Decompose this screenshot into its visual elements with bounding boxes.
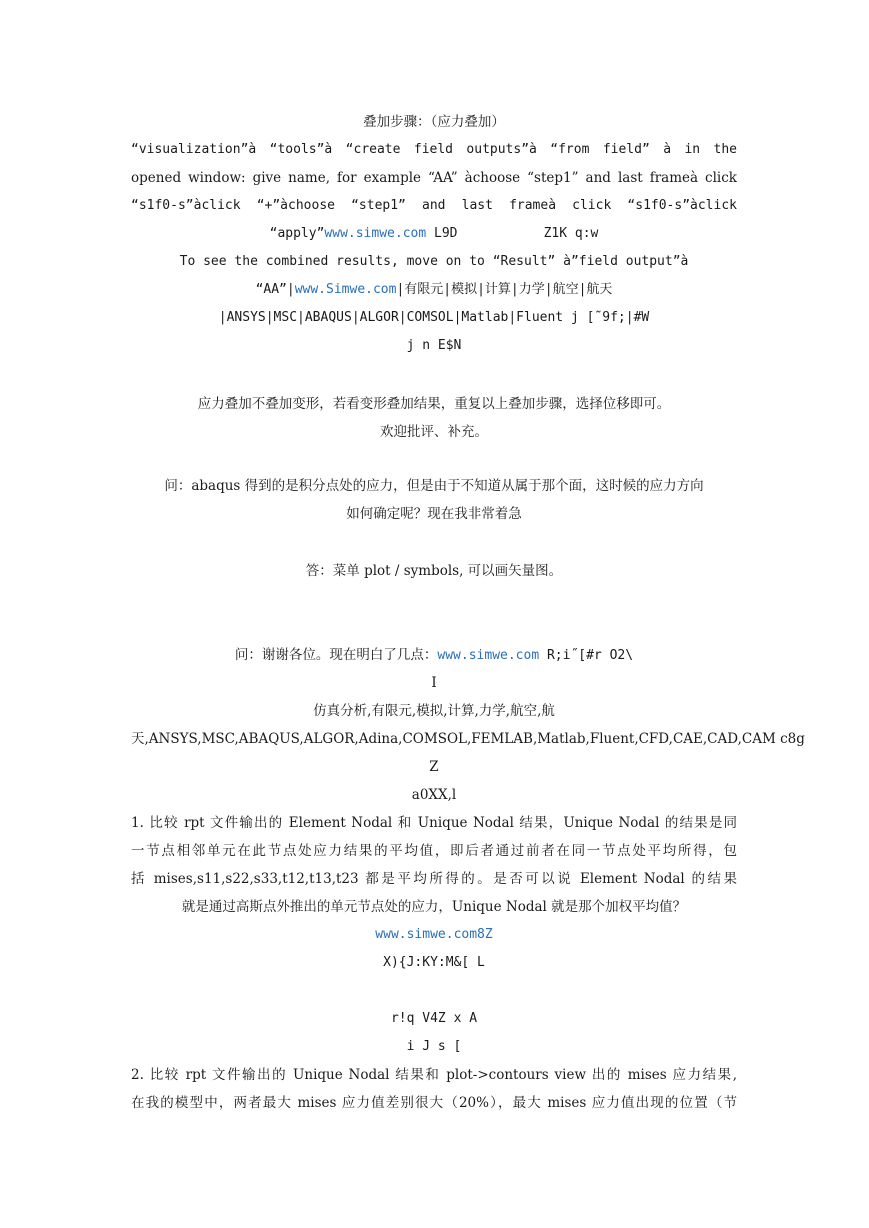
section-heading-stress-superposition: 叠加步骤：（应力叠加） [363,114,505,130]
paragraph-2-line: 2. 比较 rpt 文件输出的 Unique Nodal 结果和 plot->contours view 出的 mises 应力结果, [131,1067,737,1083]
simwe-link[interactable] [131,925,737,945]
text-line: r!q V4Z x A [390,1011,478,1026]
text-line [131,280,737,300]
simwe-link[interactable]: www.simwe.com [324,226,427,241]
paragraph-1-line: 括 mises,s11,s22,s33,t12,t13,t23 都是平均所得的。是否可以说 Element Nodal 的结果 [131,871,737,887]
text-line: j n E$N [406,338,462,353]
text-line: “visualization”à “tools”à “create field outputs”à “from field” à in the [131,142,737,157]
question-text: 如何确定呢？现在我非常着急 [346,506,522,522]
text-line: “s1f0-s”àclick “+”àchoose “step1” and last frameà click “s1f0-s”àclick [131,198,737,213]
text-line: I [431,675,437,691]
text-line: 应力叠加不叠加变形，若看变形叠加结果，重复以上叠加步骤，选择位移即可。 [197,396,671,412]
text-fragment: |有限元|模拟|计算|力学|航空|航天 [396,282,613,297]
paragraph-2-line: 在我的模型中，两者最大 mises 应力值差别很大（20%），最大 mises 应力值出现的位置（节 [131,1095,737,1111]
text-line: X){J:KY:M&[ L [383,955,485,970]
text-line: Z [429,759,439,775]
question-text [131,645,737,665]
text-line: opened window: give name, for example “AA” àchoose “step1” and last frameà click [131,170,737,186]
text-line [131,224,737,244]
paragraph-1-line: 一节点相邻单元在此节点处应力结果的平均值，即后者通过前者在同一节点处平均所得，包 [131,843,737,859]
paragraph-1-line: 1. 比较 rpt 文件输出的 Element Nodal 和 Unique Nodal 结果，Unique Nodal 的结果是同 [131,815,737,831]
text-fragment: 问：谢谢各位。现在明白了几点： [234,647,438,663]
text-line: To see the combined results, move on to “Result” à”field output”à [179,254,689,269]
text-fragment: “apply” [269,226,325,241]
link-text[interactable]: www.simwe.com8Z [375,927,493,942]
simwe-link[interactable]: www.simwe.com [437,648,540,663]
text-fragment: R;i˝[#r O2\ [539,648,634,663]
paragraph-1-line: 就是通过高斯点外推出的单元节点处的应力，Unique Nodal 就是那个加权平均值？ [181,899,687,915]
text-line: i J s [ [406,1039,462,1054]
text-line: a0XX,l [411,787,457,803]
question-text: 问：abaqus 得到的是积分点处的应力，但是由于不知道从属于那个面，这时候的应力方向 [164,478,704,494]
text-line: 天,ANSYS,MSC,ABAQUS,ALGOR,Adina,COMSOL,FEMLAB,Matlab,Fluent,CFD,CAE,CAD,CAM c8g [131,731,805,747]
text-line: 欢迎批评、补充。 [380,424,488,440]
answer-text: 答：菜单 plot / symbols, 可以画矢量图。 [305,563,563,579]
text-line: |ANSYS|MSC|ABAQUS|ALGOR|COMSOL|Matlab|Fluent j [˜9f;|#W [218,310,650,325]
simwe-link[interactable]: www.Simwe.com [294,282,397,297]
text-fragment: “AA”| [255,282,295,297]
text-fragment: L9D Z1K q:w [426,226,599,241]
text-line: 仿真分析,有限元,模拟,计算,力学,航空,航 [313,703,555,719]
